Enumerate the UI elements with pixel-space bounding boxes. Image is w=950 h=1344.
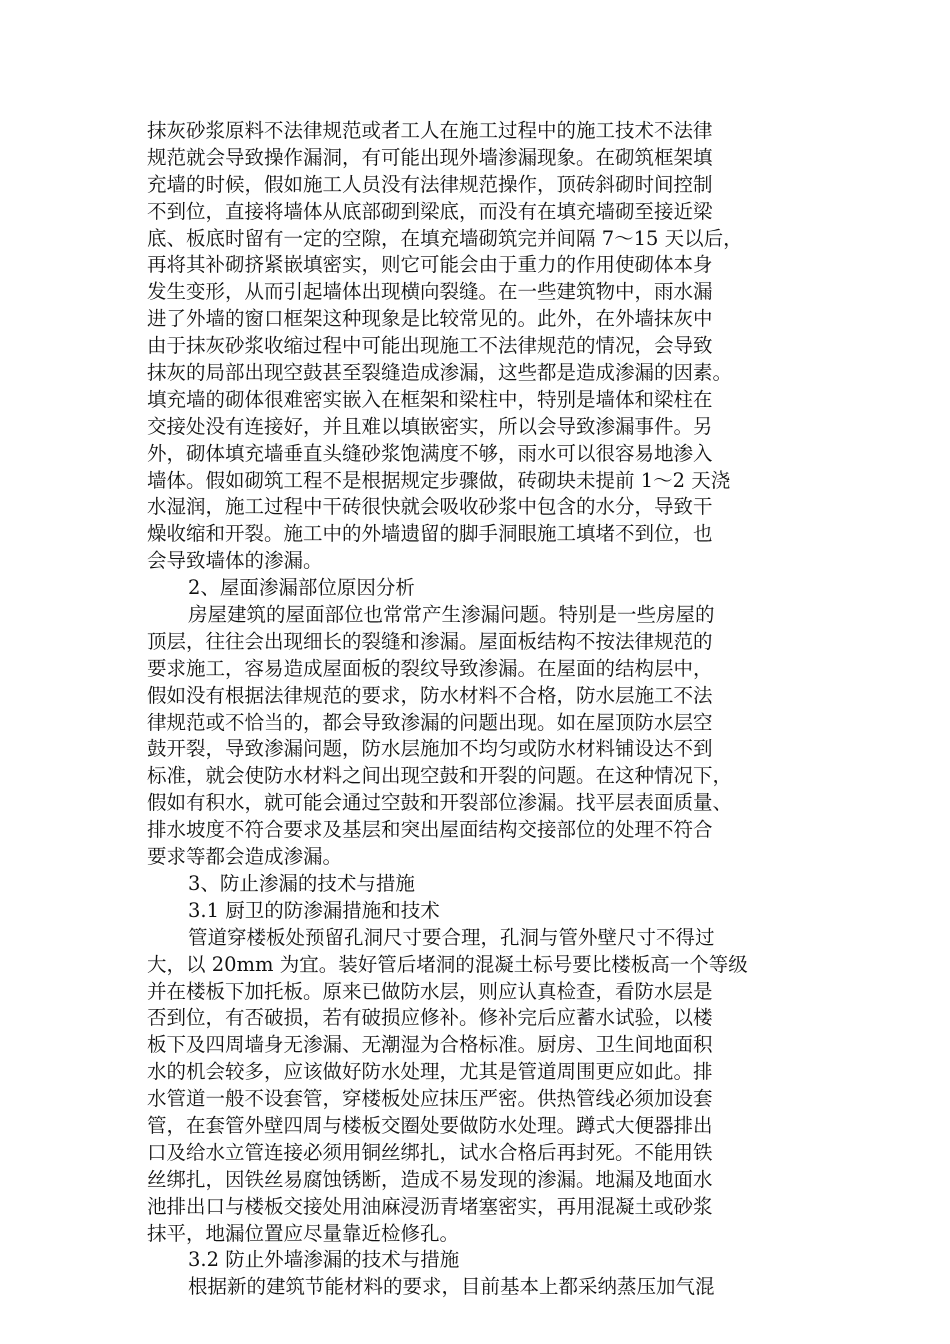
text-line: 填充墙的砌体很难密实嵌入在框架和梁柱中，特别是墙体和梁柱在: [147, 387, 713, 411]
text-line: 抹平，地漏位置应尽量靠近检修孔。: [147, 1221, 460, 1245]
text-line: 水的机会较多，应该做好防水处理，尤其是管道周围更应如此。排: [147, 1060, 713, 1084]
text-line: 丝绑扎，因铁丝易腐蚀锈断，造成不易发现的渗漏。地漏及地面水: [147, 1167, 713, 1191]
text-line: 墙体。假如砌筑工程不是根据规定步骤做，砖砌块未提前 1～2 天浇: [147, 468, 731, 492]
text-line: 由于抹灰砂浆收缩过程中可能出现施工不法律规范的情况，会导致: [147, 334, 713, 358]
text-line: 要求施工，容易造成屋面板的裂纹导致渗漏。在屋面的结构层中，: [147, 656, 713, 680]
text-line: 发生变形，从而引起墙体出现横向裂缝。在一些建筑物中，雨水漏: [147, 280, 713, 304]
text-line: 燥收缩和开裂。施工中的外墙遗留的脚手洞眼施工填堵不到位，也: [147, 522, 713, 546]
text-line: 会导致墙体的渗漏。: [147, 549, 323, 573]
text-line: 排水坡度不符合要求及基层和突出屋面结构交接部位的处理不符合: [147, 818, 713, 842]
text-line: 口及给水立管连接必须用铜丝绑扎，试水合格后再封死。不能用铁: [147, 1140, 713, 1164]
text-line: 交接处没有连接好，并且难以填嵌密实，所以会导致渗漏事件。另: [147, 414, 713, 438]
subsection-heading-kitchen-bath: 3.1 厨卫的防渗漏措施和技术: [188, 898, 440, 922]
paragraph-first-line: 根据新的建筑节能材料的要求，目前基本上都采纳蒸压加气混: [188, 1275, 715, 1299]
text-line: 充墙的时候，假如施工人员没有法律规范操作，顶砖斜砌时间控制: [147, 172, 713, 196]
text-line: 要求等都会造成渗漏。: [147, 845, 343, 869]
text-line: 假如有积水，就可能会通过空鼓和开裂部位渗漏。找平层表面质量、: [147, 791, 733, 815]
text-line: 顶层，往往会出现细长的裂缝和渗漏。屋面板结构不按法律规范的: [147, 629, 713, 653]
paragraph-first-line: 管道穿楼板处预留孔洞尺寸要合理，孔洞与管外壁尺寸不得过: [188, 925, 715, 949]
text-line: 水管道一般不设套管，穿楼板处应抹压严密。供热管线必须加设套: [147, 1087, 713, 1111]
text-line: 假如没有根据法律规范的要求，防水材料不合格，防水层施工不法: [147, 683, 713, 707]
text-line: 底、板底时留有一定的空隙，在填充墙砌筑完并间隔 7～15 天以后，: [147, 226, 743, 250]
text-line: 并在楼板下加托板。原来已做防水层，则应认真检查，看防水层是: [147, 979, 713, 1003]
text-line: 进了外墙的窗口框架这种现象是比较常见的。此外，在外墙抹灰中: [147, 307, 713, 331]
text-line: 鼓开裂，导致渗漏问题，防水层施加不均匀或防水材料铺设达不到: [147, 737, 713, 761]
text-line: 池排出口与楼板交接处用油麻浸沥青堵塞密实，再用混凝土或砂浆: [147, 1194, 713, 1218]
text-line: 抹灰砂浆原料不法律规范或者工人在施工过程中的施工技术不法律: [147, 119, 713, 142]
paragraph-first-line: 房屋建筑的屋面部位也常常产生渗漏问题。特别是一些房屋的: [188, 603, 715, 627]
text-line: 不到位，直接将墙体从底部砌到梁底，而没有在填充墙砌至接近梁: [147, 199, 713, 223]
document-body: [147, 118, 827, 1301]
text-line: 管，在套管外壁四周与楼板交圈处要做防水处理。蹲式大便器排出: [147, 1113, 713, 1137]
text-line: 外，砌体填充墙垂直头缝砂浆饱满度不够，雨水可以很容易地渗入: [147, 441, 713, 465]
subsection-heading-exterior-wall: 3.2 防止外墙渗漏的技术与措施: [188, 1248, 460, 1272]
section-heading-prevention: 3、防止渗漏的技术与措施: [188, 871, 415, 895]
text-line: 水湿润，施工过程中干砖很快就会吸收砂浆中包含的水分，导致干: [147, 495, 713, 519]
section-heading-roof-leakage: 2、屋面渗漏部位原因分析: [188, 576, 415, 600]
text-line: 律规范或不恰当的，都会导致渗漏的问题出现。如在屋顶防水层空: [147, 710, 713, 734]
text-line: 否到位，有否破损，若有破损应修补。修补完后应蓄水试验，以楼: [147, 1006, 713, 1030]
text-line: 抹灰的局部出现空鼓甚至裂缝造成渗漏，这些都是造成渗漏的因素。: [147, 361, 733, 385]
text-line: 标准，就会使防水材料之间出现空鼓和开裂的问题。在这种情况下，: [147, 764, 733, 788]
text-line: 大，以 20mm 为宜。装好管后堵洞的混凝土标号要比楼板高一个等级: [147, 952, 748, 976]
text-line: 板下及四周墙身无渗漏、无潮湿为合格标准。厨房、卫生间地面积: [147, 1033, 713, 1057]
text-line: 再将其补砌挤紧嵌填密实，则它可能会由于重力的作用使砌体本身: [147, 253, 713, 277]
text-line: 规范就会导致操作漏洞，有可能出现外墙渗漏现象。在砌筑框架填: [147, 145, 713, 169]
